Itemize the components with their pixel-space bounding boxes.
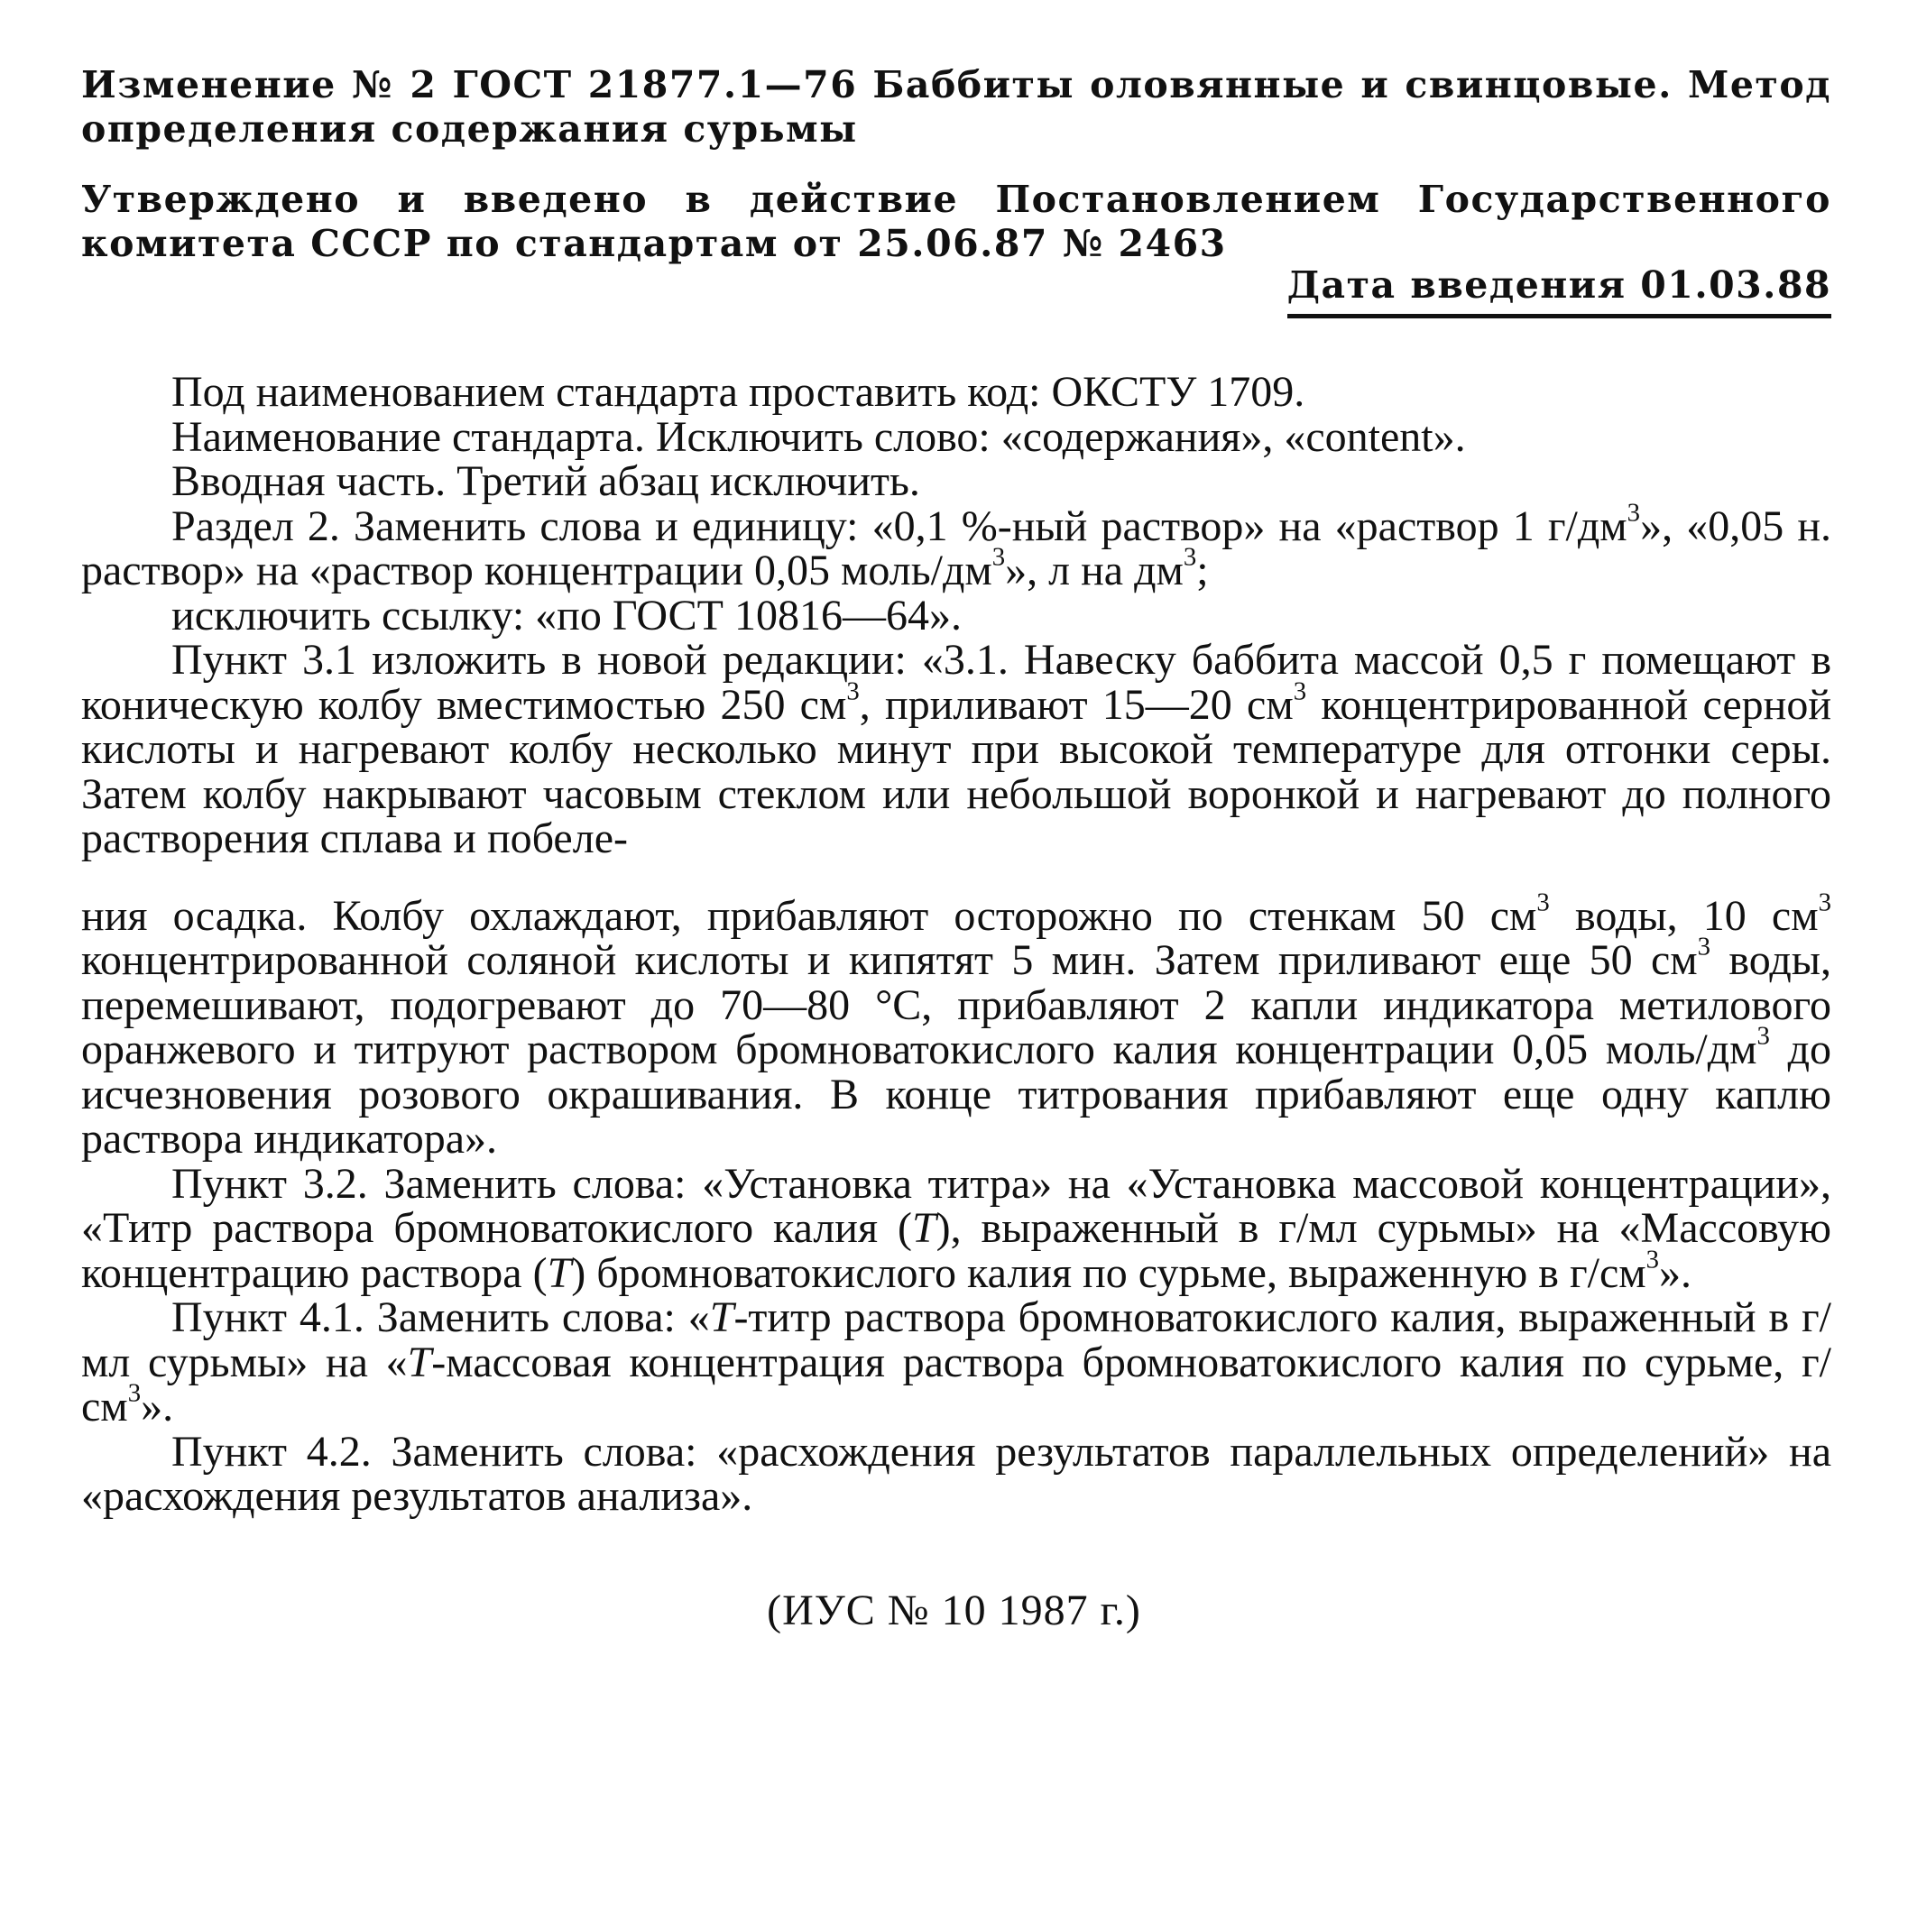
amendment-title: Изменение № 2 ГОСТ 21877.1—76 Баббиты оловянные и свинцовые. Метод определения содержания сурьмы	[81, 63, 1831, 151]
paragraph-section-2: Раздел 2. Заменить слова и единицу: «0,1 %-ный раствор» на «раствор 1 $г/дм^3$», «0,05 н. раствор» на «раствор концентрации 0,05 моль/$дм^3$», л на $дм^3$;	[81, 497, 1832, 594]
approval-statement: Утверждено и введено в действие Постановлением Государственного комитета СССР по стандартам от 25.06.87 № 2463	[81, 178, 1831, 265]
source-reference: (ИУС № 10 1987 г.)	[767, 1587, 1141, 1634]
paragraph-reference: исключить ссылку: «по ГОСТ 10816—64».	[171, 591, 962, 639]
paragraph-3-2: Пункт 3.2. Заменить слова: «Установка титра» на «Установка массовой концентрации», «Титр раствора бромноватокислого калия (T), выраженный в г/мл сурьмы» на «Массовую концентрацию раствора (T) бромноватокислого калия по сурьме, выраженную в $г/см^3$».	[81, 1159, 1832, 1297]
paragraph-3-1: Пункт 3.1 изложить в новой редакции: «3.1. Навеску баббита массой 0,5 г помещают в коническую колбу вместимостью 250 $см^3$, приливают 15—20 $см^3$ концентрированной серной кислоты и нагревают колбу несколько минут при высокой температуре для отгонки серы. Затем колбу накрывают часовым стеклом или небольшой воронкой и нагревают до полного растворения сплава и побеле-	[81, 636, 1832, 862]
amendment-body	[81, 370, 1831, 1519]
paragraph-3-1-continued: ния осадка. Колбу охлаждают, прибавляют осторожно по стенкам 50 $см^3$ воды, 10 $см^3$ концентрированной соляной кислоты и кипятят 5 мин. Затем приливают еще 50 $см^3$ воды, перемешивают, подогревают до 70—80 °С, прибавляют 2 капли индикатора метилового оранжевого и титруют раствором бромноватокислого калия концентрации 0,05 моль/$дм^3$ до исчезновения розового окрашивания. В конце титрования прибавляют еще одну каплю раствора индикатора».	[81, 887, 1832, 1163]
paragraph-name: Наименование стандарта. Исключить слово: «содержания», «content».	[171, 412, 1466, 461]
paragraph-4-2: Пункт 4.2. Заменить слова: «расхождения результатов параллельных определений» на «расхождения результатов анализа».	[81, 1427, 1831, 1520]
paragraph-intro: Вводная часть. Третий абзац исключить.	[171, 457, 920, 505]
paragraph-code: Под наименованием стандарта проставить код: ОКСТУ 1709.	[171, 368, 1305, 416]
paragraph-4-1: Пункт 4.1. Заменить слова: «T-титр раствора бромноватокислого калия, выраженный в г/мл сурьмы» на «T-массовая концентрация раствора бромноватокислого калия по сурьме, $г/см^3$».	[81, 1293, 1832, 1431]
effective-date: Дата введения 01.03.88	[1287, 263, 1831, 318]
